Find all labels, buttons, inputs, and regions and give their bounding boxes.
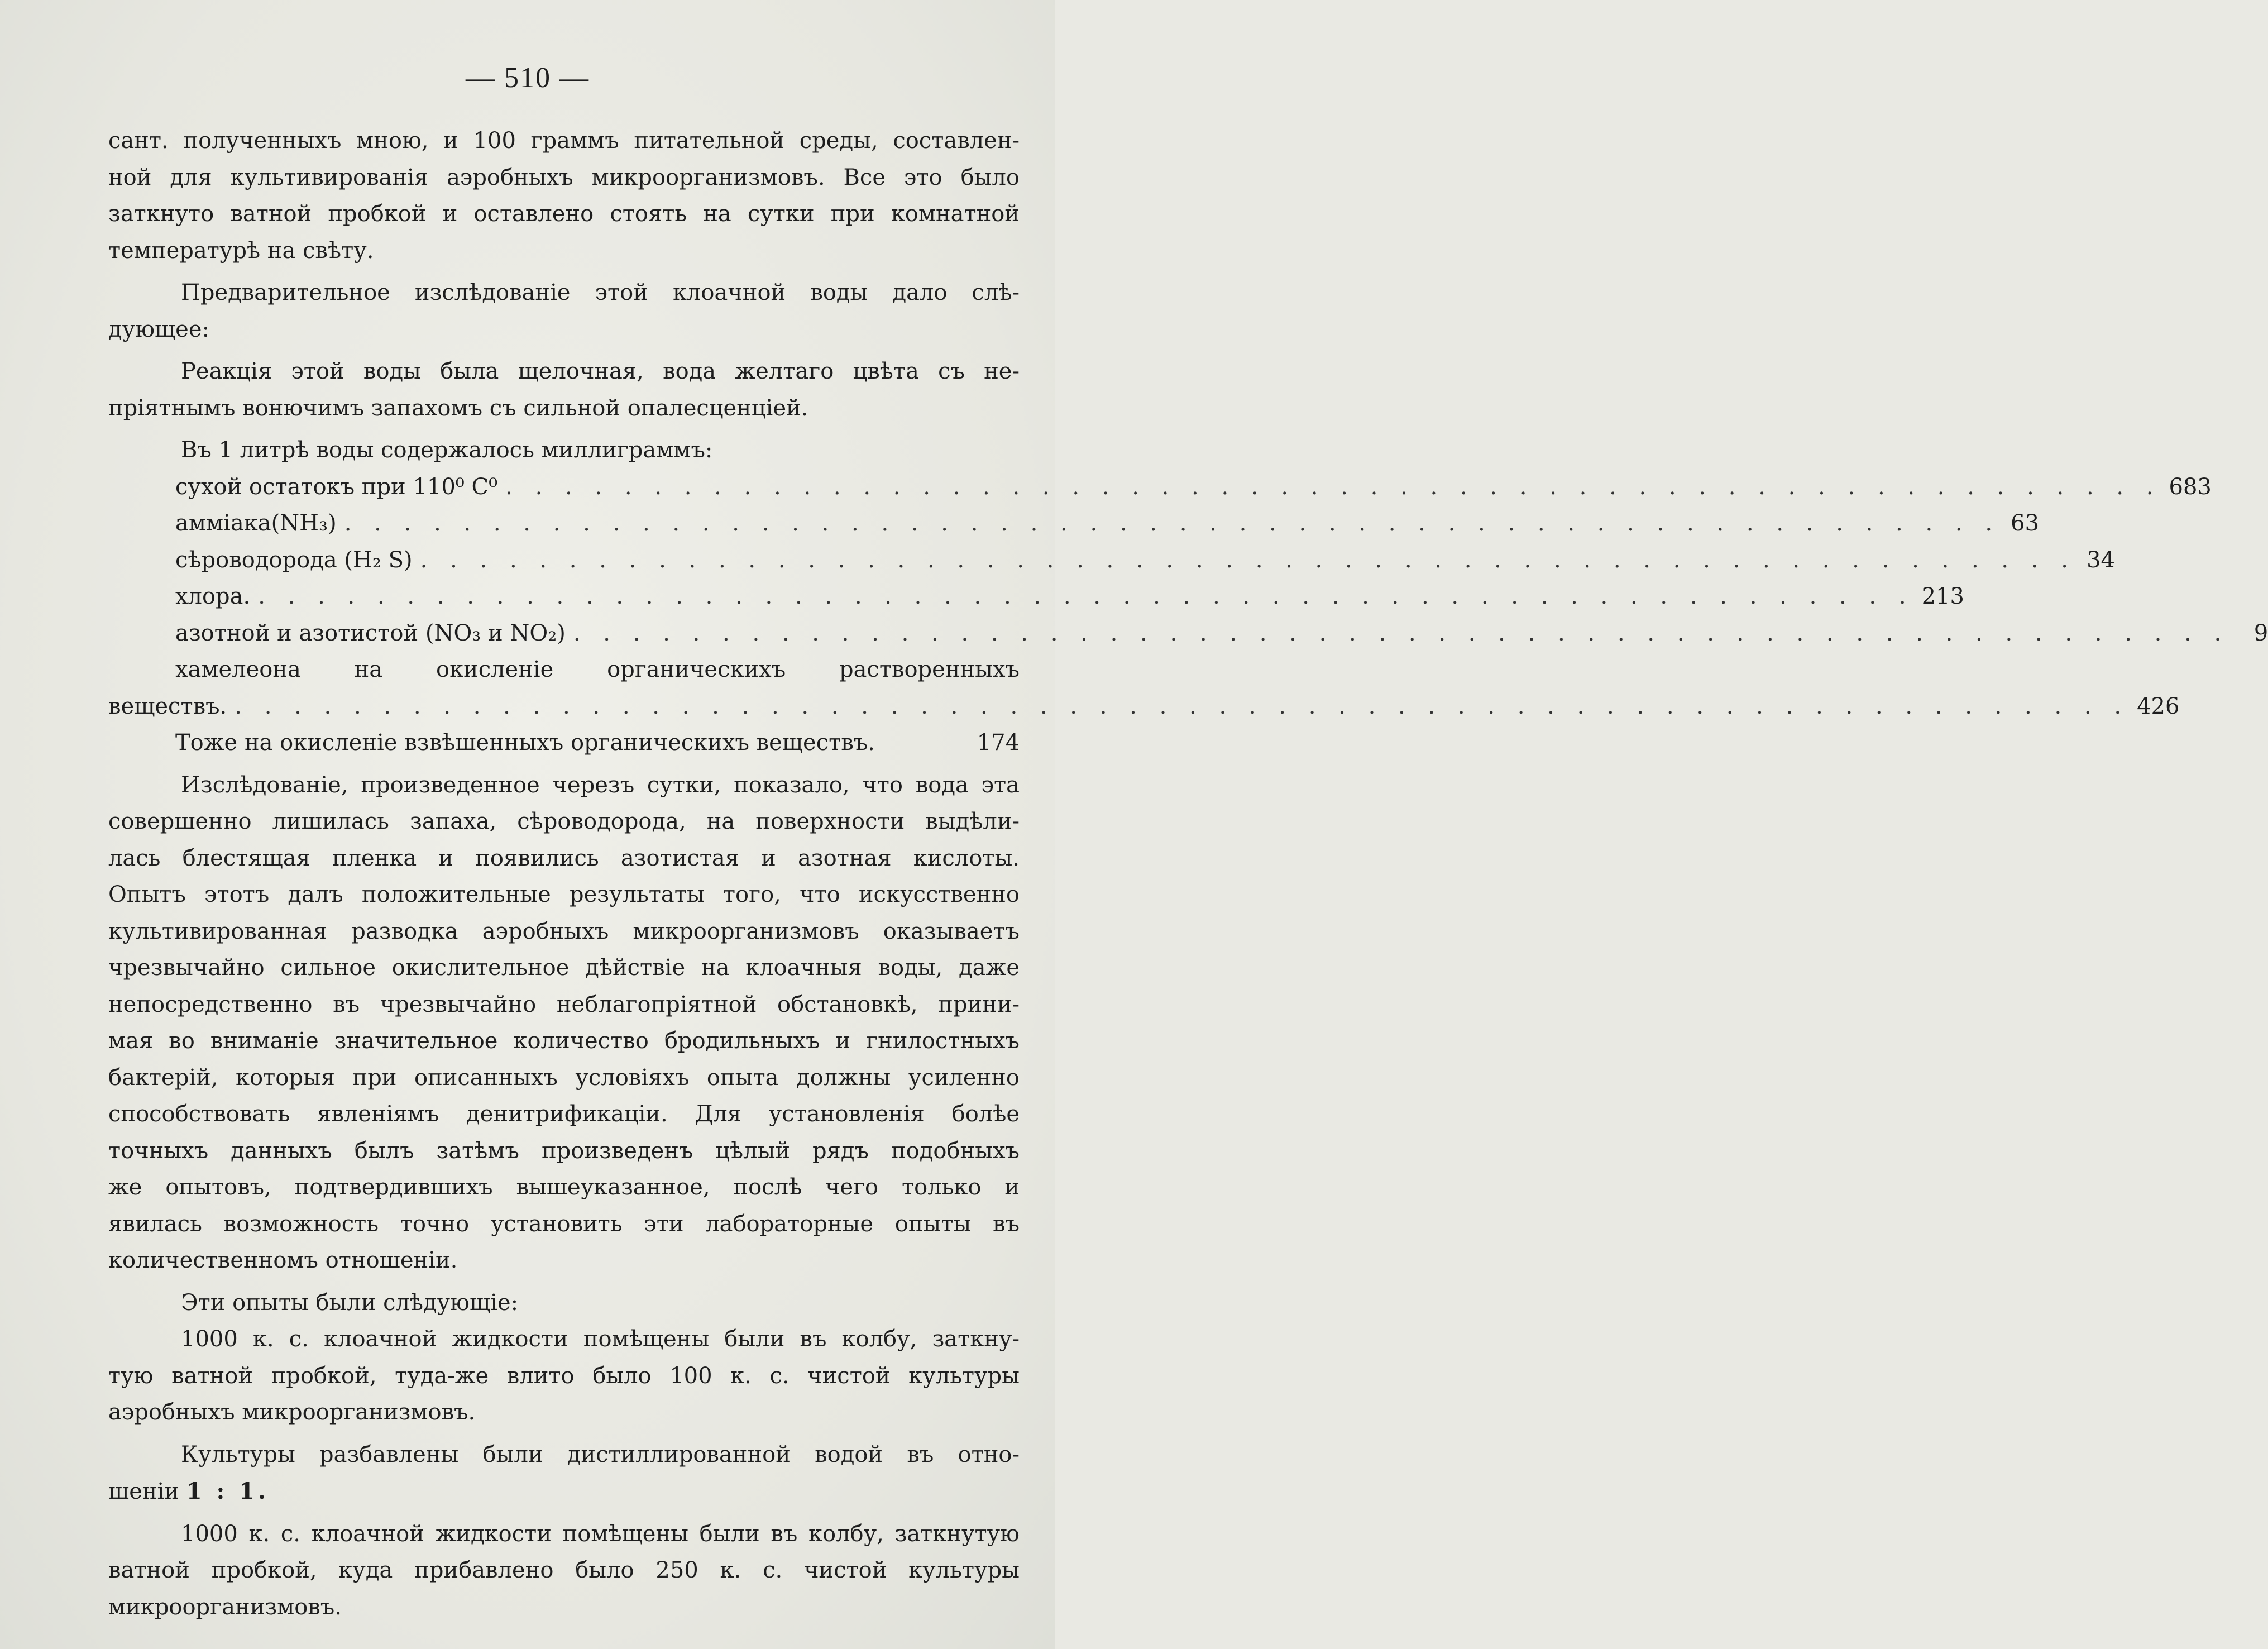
- text-line: Опытъ этотъ далъ положительные результаты того, что искусственно: [108, 882, 1020, 907]
- row-value: 63: [2011, 510, 2040, 536]
- table-intro: Въ 1 литрѣ воды содержалось миллиграммъ:: [181, 437, 713, 463]
- table-row: [108, 469, 2212, 506]
- text-line: же опытовъ, подтвердившихъ вышеуказанное, послѣ чего только и: [108, 1174, 1020, 1200]
- text-line: чрезвычайно сильное окислительное дѣйствіе на клоачныя воды, даже: [108, 955, 1020, 981]
- paragraph-dilution: [108, 1437, 1020, 1511]
- paragraph-preliminary: [108, 275, 1020, 348]
- row-value: 213: [1921, 584, 1964, 609]
- text-line: способствовать явленіямъ денитрификаціи. Для установленія болѣе: [108, 1101, 1020, 1127]
- text-line: пріятнымъ вонючимъ запахомъ съ сильной опалесценціей.: [108, 395, 808, 421]
- text-line: бактерій, которыя при описанныхъ условіяхъ опыта должны усиленно: [108, 1064, 1020, 1091]
- row-label: веществъ.: [108, 693, 227, 719]
- page-body: [108, 123, 2268, 1626]
- text-line: ватной пробкой, куда прибавлено было 250 к. с. чистой культуры: [108, 1557, 1020, 1583]
- text-line: совершенно лишилась запаха, сѣроводорода, на поверхности выдѣли-: [108, 809, 1020, 834]
- row-label: сухой остатокъ при 110⁰ C⁰: [175, 474, 498, 500]
- paragraph-experiments-intro: [108, 1285, 1020, 1322]
- analysis-table: [108, 432, 2268, 762]
- text-line: лась блестящая пленка и появились азотистая и азотная кислоты.: [108, 845, 1020, 871]
- row-label: сѣроводорода (H₂ S): [175, 547, 413, 573]
- text-line: тую ватной пробкой, туда-же влито было 100 к. с. чистой культуры: [108, 1363, 1020, 1389]
- table-row: [108, 542, 2116, 579]
- text-line: аэробныхъ микроорганизмовъ.: [108, 1399, 476, 1425]
- row-value: 174: [977, 730, 1020, 756]
- row-label: амміака(NH₃): [175, 510, 337, 536]
- text-line: 1000 к. с. клоачной жидкости помѣщены были въ колбу, заткну-: [181, 1326, 1020, 1352]
- leader-dots: . . . . . . . . . . . . . . . . . . . . . . . . . . . . . . . . . . . . . . . . . . . . . . . . . . . . . . . .: [344, 510, 2001, 536]
- text-line: Культуры разбавлены были дистиллированной водой въ отно-: [181, 1441, 1020, 1468]
- page-number: — 510 —: [466, 62, 590, 94]
- dilution-ratio: 1 : 1.: [186, 1478, 269, 1504]
- table-row: [108, 689, 2180, 725]
- table-row: [108, 579, 1964, 615]
- text-line: дующее:: [108, 316, 209, 342]
- paragraph-experiment-2: [108, 1516, 1020, 1626]
- row-label: хлора.: [175, 584, 251, 609]
- text-line: точныхъ данныхъ былъ затѣмъ произведенъ цѣлый рядъ подобныхъ: [108, 1137, 1020, 1164]
- text-line: температурѣ на свѣту.: [108, 237, 374, 264]
- text-line: Эти опыты были слѣдующіе:: [181, 1289, 519, 1316]
- text-line: заткнуто ватной пробкой и оставлено стоять на сутки при комнатной: [108, 201, 1020, 227]
- text-line: Изслѣдованіе, произведенное черезъ сутки, показало, что вода эта: [181, 772, 1020, 798]
- text-line: сант. полученныхъ мною, и 100 граммъ питательной среды, составлен-: [108, 128, 1020, 154]
- row-value: 683: [2169, 474, 2212, 500]
- text-line: культивированная разводка аэробныхъ микроорганизмовъ оказываетъ: [108, 918, 1020, 944]
- table-row: [108, 725, 1020, 762]
- text-line: 1000 к. с. клоачной жидкости помѣщены были въ колбу, заткнутую: [181, 1521, 1020, 1547]
- text-line: непосредственно въ чрезвычайно неблагопріятной обстановкѣ, прини-: [108, 991, 1020, 1017]
- row-value: 426: [2137, 693, 2180, 719]
- leader-dots: . . . . . . . . . . . . . . . . . . . . . . . . . . . . . . . . . . . . . . . . . . . . . . . . . . . . . . . . . . . . . . . .: [235, 693, 2130, 719]
- paragraph-experiment-1: [108, 1321, 1020, 1431]
- text-line: Предварительное изслѣдованіе этой клоачной воды дало слѣ-: [181, 280, 1020, 305]
- text-line: явилась возможность точно установить эти лабораторные опыты въ: [108, 1211, 1020, 1237]
- text-line: микроорганизмовъ.: [108, 1594, 342, 1620]
- table-row: [108, 615, 2268, 652]
- row-label: азотной и азотистой (NO₃ и NO₂): [175, 620, 566, 646]
- row-value: 34: [2087, 547, 2116, 573]
- leader-dots: . . . . . . . . . . . . . . . . . . . . . . . . . . . . . . . . . . . . . . . . . . . . . . . . . . . . . . . .: [420, 547, 2076, 573]
- paragraph-investigation: [108, 767, 1020, 1279]
- text-line: ной для культивированія аэробныхъ микроорганизмовъ. Все это было: [108, 164, 1020, 190]
- row-label: Тоже на окисленіе взвѣшенныхъ органическихъ веществъ.: [175, 730, 875, 756]
- text-fragment: шеніи: [108, 1479, 186, 1504]
- text-line: мая во вниманіе значительное количество бродильныхъ и гнилостныхъ: [108, 1028, 1020, 1054]
- text-line: количественномъ отношеніи.: [108, 1247, 458, 1273]
- leader-dots: . . . . . . . . . . . . . . . . . . . . . . . . . . . . . . . . . . . . . . . . . . . . . . . . . . . . . . . .: [505, 474, 2161, 500]
- row-value: 9: [2253, 620, 2268, 646]
- text-line: хамелеона на окисленіе органическихъ растворенныхъ: [175, 657, 1020, 682]
- paragraph-continuation: [108, 123, 1020, 269]
- text-line: [108, 1473, 1020, 1511]
- text-line: Реакція этой воды была щелочная, вода желтаго цвѣта съ не-: [181, 359, 1020, 384]
- paragraph-reaction: [108, 353, 1020, 427]
- leader-dots: . . . . . . . . . . . . . . . . . . . . . . . . . . . . . . . . . . . . . . . . . . . . . . . . . . . . . . . .: [258, 584, 1914, 609]
- table-row: [108, 505, 2040, 542]
- leader-dots: . . . . . . . . . . . . . . . . . . . . . . . . . . . . . . . . . . . . . . . . . . . . . . . . . . . . . . . .: [573, 620, 2229, 646]
